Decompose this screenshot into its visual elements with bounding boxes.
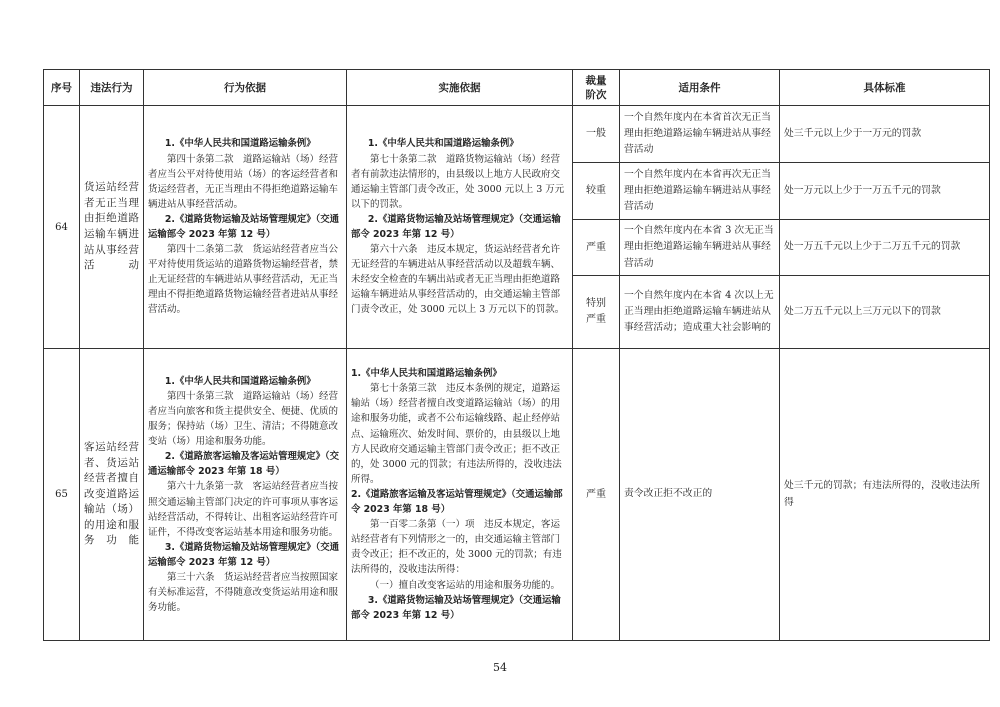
law-article: 第七十条第三款 违反本条例的规定，道路运输站（场）经营者擅自改变道路运输站（场）的用途和服务功能，或者不公布运输线路、起止经停站点、运输班次、始发时间、票价的，由县级以上地方人民政府交通运输主管部门责令改正；拒不改正的，处 3000 元的罚款；有违法所得的，没收违法所得。	[351, 383, 562, 485]
header-legal-basis: 行为依据	[144, 70, 347, 106]
law-title: 2.《道路旅客运输及客运站管理规定》（交通运输部令 2023 年第 18 号）	[351, 488, 563, 516]
law-title: 1.《中华人民共和国道路运输条例》	[351, 368, 502, 380]
specific-standard: 处三千元以上少于一万元的罚款	[780, 106, 990, 163]
table-header-row	[44, 70, 990, 106]
legal-basis-cell	[144, 106, 347, 349]
discretion-level: 特别 严重	[573, 276, 620, 349]
law-article: 第六十九条第一款 客运站经营者应当按照交通运输主管部门决定的许可事项从事客运站经营活动，不得转让、出租客运站经营许可证件，不得改变客运站基本用途和服务功能。	[148, 481, 339, 538]
discretion-level: 严重	[573, 349, 620, 641]
law-title: 1.《中华人民共和国道路运输条例》	[164, 138, 316, 150]
law-article: 第一百零二条第（一）项 违反本规定，客运站经营者有下列情形之一的，由交通运输主管部门责令改正；拒不改正的，处 3000 元的罚款；有违法所得的，没收违法所得：	[351, 519, 562, 576]
header-discretion-level: 裁量 阶次	[573, 70, 620, 106]
specific-standard: 处二万五千元以上三万元以下的罚款	[780, 276, 990, 349]
header-violation: 违法行为	[80, 70, 144, 106]
law-article: 第三十六条 货运站经营者应当按照国家有关标准运营，不得随意改变货运站用途和服务功能。	[148, 571, 339, 614]
row-number: 64	[44, 106, 80, 349]
specific-standard: 处一万元以上少于一万五千元的罚款	[780, 163, 990, 220]
page-number: 54	[493, 661, 507, 674]
header-specific-standard: 具体标准	[780, 70, 990, 106]
law-title: 3.《道路货物运输及站场管理规定》（交通运输部令 2023 年第 12 号）	[351, 594, 561, 621]
law-article: 第四十二条第二款 货运站经营者应当公平对待使用货运站的道路货物运输经营者，禁止无证经营的车辆进站从事经营活动，无正当理由不得拒绝道路货物运输经营者进站从事经营活动。	[148, 244, 339, 316]
law-title: 1.《中华人民共和国道路运输条例》	[164, 375, 316, 387]
law-article: 第七十条第二款 道路货物运输站（场）经营者有前款违法情形的，由县级以上地方人民政府交通运输主管部门责令改正，处 3000 元以上 3 万元以下的罚款。	[351, 153, 565, 210]
applicable-condition: 一个自然年度内在本省 3 次无正当理由拒绝道路运输车辆进站从事经营活动	[620, 220, 780, 276]
row-number: 65	[44, 349, 80, 641]
law-article: （一）擅自改变客运站的用途和服务功能的。	[370, 579, 561, 591]
implementation-basis-cell	[347, 349, 573, 641]
violation-behavior: 客运站经营者、货运站经营者擅自改变道路运输站（场）的用途和服务功能	[80, 349, 144, 641]
law-title: 2.《道路货物运输及站场管理规定》（交通运输部令 2023 年第 12 号）	[351, 213, 561, 240]
table-row	[44, 349, 990, 641]
law-title: 2.《道路旅客运输及客运站管理规定》（交通运输部令 2023 年第 18 号）	[148, 451, 340, 478]
header-number: 序号	[44, 70, 80, 106]
discretion-level: 一般	[573, 106, 620, 163]
discretion-level: 严重	[573, 220, 620, 276]
specific-standard: 处三千元的罚款；有违法所得的，没收违法所得	[780, 349, 990, 641]
violation-behavior: 货运站经营者无正当理由拒绝道路运输车辆进站从事经营活动	[80, 106, 144, 349]
law-title: 3.《道路货物运输及站场管理规定》（交通运输部令 2023 年第 12 号）	[148, 541, 340, 568]
applicable-condition: 一个自然年度内在本省再次无正当理由拒绝道路运输车辆进站从事经营活动	[620, 163, 780, 220]
header-applicable-conditions: 适用条件	[620, 70, 780, 106]
specific-standard: 处一万五千元以上少于二万五千元的罚款	[780, 220, 990, 276]
table-row	[44, 106, 990, 163]
law-title: 1.《中华人民共和国道路运输条例》	[367, 138, 519, 150]
penalty-discretion-table	[43, 69, 990, 641]
applicable-condition: 责令改正拒不改正的	[620, 349, 780, 641]
law-title: 2.《道路货物运输及站场管理规定》（交通运输部令 2023 年第 12 号）	[148, 213, 340, 240]
applicable-condition: 一个自然年度内在本省 4 次以上无正当理由拒绝道路运输车辆进站从事经营活动；造成重大社会影响的	[620, 276, 780, 349]
law-article: 第六十六条 违反本规定，货运站经营者允许无证经营的车辆进站从事经营活动以及超载车辆、未经安全检查的车辆出站或者无正当理由拒绝道路运输车辆进站从事经营活动的，由交通运输主管部门责令改正，处 3000 元以上 3 万元以下的罚款。	[351, 244, 565, 316]
applicable-condition: 一个自然年度内在本省首次无正当理由拒绝道路运输车辆进站从事经营活动	[620, 106, 780, 163]
implementation-basis-cell	[347, 106, 573, 349]
law-article: 第四十条第三款 道路运输站（场）经营者应当向旅客和货主提供安全、便捷、优质的服务；保持站（场）卫生、清洁；不得随意改变站（场）用途和服务功能。	[148, 390, 339, 448]
header-implementation-basis: 实施依据	[347, 70, 573, 106]
law-article: 第四十条第二款 道路运输站（场）经营者应当公平对待使用站（场）的客运经营者和货运经营者，无正当理由不得拒绝道路运输车辆进站从事经营活动。	[148, 153, 339, 210]
discretion-level: 较重	[573, 163, 620, 220]
legal-basis-cell	[144, 349, 347, 641]
